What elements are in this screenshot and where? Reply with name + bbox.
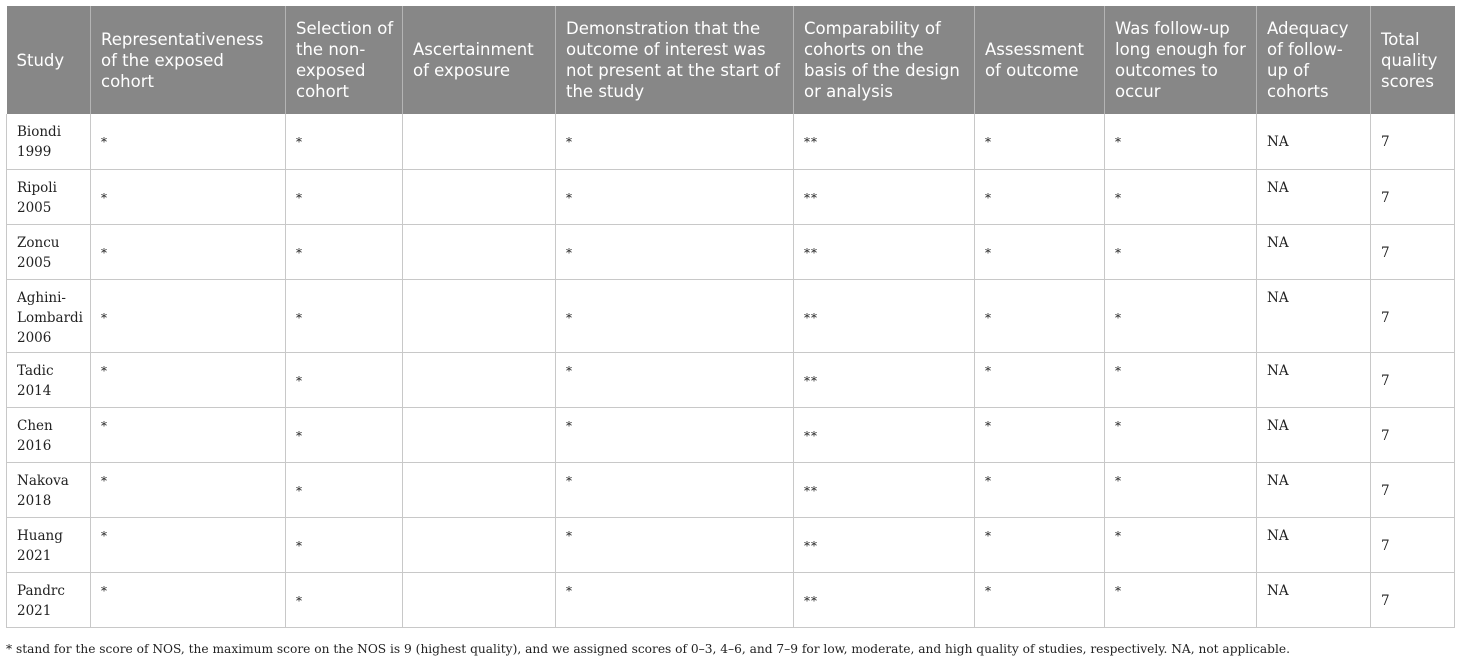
table-row bbox=[7, 407, 1455, 462]
cell-assessment: * bbox=[975, 169, 1105, 224]
header-assessment: Assessment of outcome bbox=[975, 6, 1105, 114]
cell-assessment: * bbox=[975, 224, 1105, 279]
cell-ascertainment bbox=[403, 169, 556, 224]
cell-representativeness: * bbox=[91, 224, 286, 279]
cell-total: 7 bbox=[1371, 572, 1455, 627]
cell-total: 7 bbox=[1371, 169, 1455, 224]
table-row bbox=[7, 169, 1455, 224]
table-row bbox=[7, 572, 1455, 627]
table-row bbox=[7, 352, 1455, 407]
cell-study: Pandrc 2021 bbox=[7, 572, 91, 627]
cell-follow-up: * bbox=[1105, 169, 1257, 224]
header-representativeness: Representativeness of the exposed cohort bbox=[91, 6, 286, 114]
table-header bbox=[7, 6, 1455, 114]
cell-total: 7 bbox=[1371, 352, 1455, 407]
table-row bbox=[7, 114, 1455, 169]
cell-assessment: * bbox=[975, 462, 1105, 517]
cell-study: Aghini-Lombardi 2006 bbox=[7, 279, 91, 352]
cell-demonstration: * bbox=[556, 114, 794, 169]
header-comparability: Comparability of cohorts on the basis of the design or analysis bbox=[794, 6, 975, 114]
cell-demonstration: * bbox=[556, 279, 794, 352]
cell-selection: * bbox=[286, 279, 403, 352]
cell-comparability: ** bbox=[794, 352, 975, 407]
cell-follow-up: * bbox=[1105, 407, 1257, 462]
cell-comparability: ** bbox=[794, 572, 975, 627]
cell-representativeness: * bbox=[91, 572, 286, 627]
cell-demonstration: * bbox=[556, 407, 794, 462]
cell-selection: * bbox=[286, 462, 403, 517]
table-body bbox=[7, 114, 1455, 627]
header-selection: Selection of the non-exposed cohort bbox=[286, 6, 403, 114]
cell-ascertainment bbox=[403, 407, 556, 462]
table-row bbox=[7, 517, 1455, 572]
cell-adequacy: NA bbox=[1257, 572, 1371, 627]
header-row bbox=[7, 6, 1455, 114]
cell-representativeness: * bbox=[91, 462, 286, 517]
quality-assessment-table-container bbox=[6, 6, 1454, 628]
cell-ascertainment bbox=[403, 279, 556, 352]
cell-adequacy: NA bbox=[1257, 279, 1371, 352]
cell-adequacy: NA bbox=[1257, 169, 1371, 224]
cell-demonstration: * bbox=[556, 169, 794, 224]
cell-study: Ripoli 2005 bbox=[7, 169, 91, 224]
cell-study: Nakova 2018 bbox=[7, 462, 91, 517]
cell-total: 7 bbox=[1371, 407, 1455, 462]
cell-comparability: ** bbox=[794, 114, 975, 169]
cell-assessment: * bbox=[975, 517, 1105, 572]
cell-assessment: * bbox=[975, 114, 1105, 169]
cell-ascertainment bbox=[403, 462, 556, 517]
cell-selection: * bbox=[286, 114, 403, 169]
header-total: Total quality scores bbox=[1371, 6, 1455, 114]
cell-ascertainment bbox=[403, 572, 556, 627]
cell-demonstration: * bbox=[556, 572, 794, 627]
cell-adequacy: NA bbox=[1257, 517, 1371, 572]
table-footnote: * stand for the score of NOS, the maximum score on the NOS is 9 (highest quality), and we assigned scores of 0–3, 4–6, and 7–9 for low, moderate, and high quality of studies, respectively. NA, not applicable. bbox=[6, 642, 1290, 656]
header-follow-up: Was follow-up long enough for outcomes to occur bbox=[1105, 6, 1257, 114]
cell-study: Zoncu 2005 bbox=[7, 224, 91, 279]
cell-selection: * bbox=[286, 224, 403, 279]
cell-adequacy: NA bbox=[1257, 352, 1371, 407]
cell-follow-up: * bbox=[1105, 352, 1257, 407]
cell-comparability: ** bbox=[794, 462, 975, 517]
cell-assessment: * bbox=[975, 279, 1105, 352]
cell-ascertainment bbox=[403, 352, 556, 407]
cell-selection: * bbox=[286, 407, 403, 462]
cell-ascertainment bbox=[403, 114, 556, 169]
cell-adequacy: NA bbox=[1257, 462, 1371, 517]
cell-adequacy: NA bbox=[1257, 114, 1371, 169]
cell-representativeness: * bbox=[91, 517, 286, 572]
cell-assessment: * bbox=[975, 572, 1105, 627]
cell-follow-up: * bbox=[1105, 572, 1257, 627]
cell-follow-up: * bbox=[1105, 114, 1257, 169]
cell-representativeness: * bbox=[91, 279, 286, 352]
cell-demonstration: * bbox=[556, 224, 794, 279]
cell-comparability: ** bbox=[794, 517, 975, 572]
cell-follow-up: * bbox=[1105, 224, 1257, 279]
header-ascertainment: Ascertainment of exposure bbox=[403, 6, 556, 114]
cell-study: Chen 2016 bbox=[7, 407, 91, 462]
cell-study: Huang 2021 bbox=[7, 517, 91, 572]
cell-comparability: ** bbox=[794, 224, 975, 279]
header-study: Study bbox=[7, 6, 91, 114]
cell-study: Biondi 1999 bbox=[7, 114, 91, 169]
cell-total: 7 bbox=[1371, 114, 1455, 169]
cell-adequacy: NA bbox=[1257, 407, 1371, 462]
cell-selection: * bbox=[286, 352, 403, 407]
quality-assessment-table bbox=[6, 6, 1455, 628]
header-demonstration: Demonstration that the outcome of interest was not present at the start of the study bbox=[556, 6, 794, 114]
cell-study: Tadic 2014 bbox=[7, 352, 91, 407]
cell-comparability: ** bbox=[794, 169, 975, 224]
cell-total: 7 bbox=[1371, 279, 1455, 352]
cell-selection: * bbox=[286, 169, 403, 224]
cell-selection: * bbox=[286, 572, 403, 627]
cell-assessment: * bbox=[975, 352, 1105, 407]
cell-follow-up: * bbox=[1105, 279, 1257, 352]
cell-comparability: ** bbox=[794, 279, 975, 352]
cell-assessment: * bbox=[975, 407, 1105, 462]
header-adequacy: Adequacy of follow-up of cohorts bbox=[1257, 6, 1371, 114]
cell-representativeness: * bbox=[91, 352, 286, 407]
cell-follow-up: * bbox=[1105, 517, 1257, 572]
cell-representativeness: * bbox=[91, 407, 286, 462]
table-row bbox=[7, 224, 1455, 279]
cell-adequacy: NA bbox=[1257, 224, 1371, 279]
cell-representativeness: * bbox=[91, 169, 286, 224]
cell-selection: * bbox=[286, 517, 403, 572]
table-row bbox=[7, 462, 1455, 517]
cell-ascertainment bbox=[403, 517, 556, 572]
cell-ascertainment bbox=[403, 224, 556, 279]
cell-total: 7 bbox=[1371, 517, 1455, 572]
cell-follow-up: * bbox=[1105, 462, 1257, 517]
cell-total: 7 bbox=[1371, 224, 1455, 279]
cell-demonstration: * bbox=[556, 517, 794, 572]
cell-representativeness: * bbox=[91, 114, 286, 169]
cell-comparability: ** bbox=[794, 407, 975, 462]
cell-total: 7 bbox=[1371, 462, 1455, 517]
cell-demonstration: * bbox=[556, 462, 794, 517]
cell-demonstration: * bbox=[556, 352, 794, 407]
table-row bbox=[7, 279, 1455, 352]
